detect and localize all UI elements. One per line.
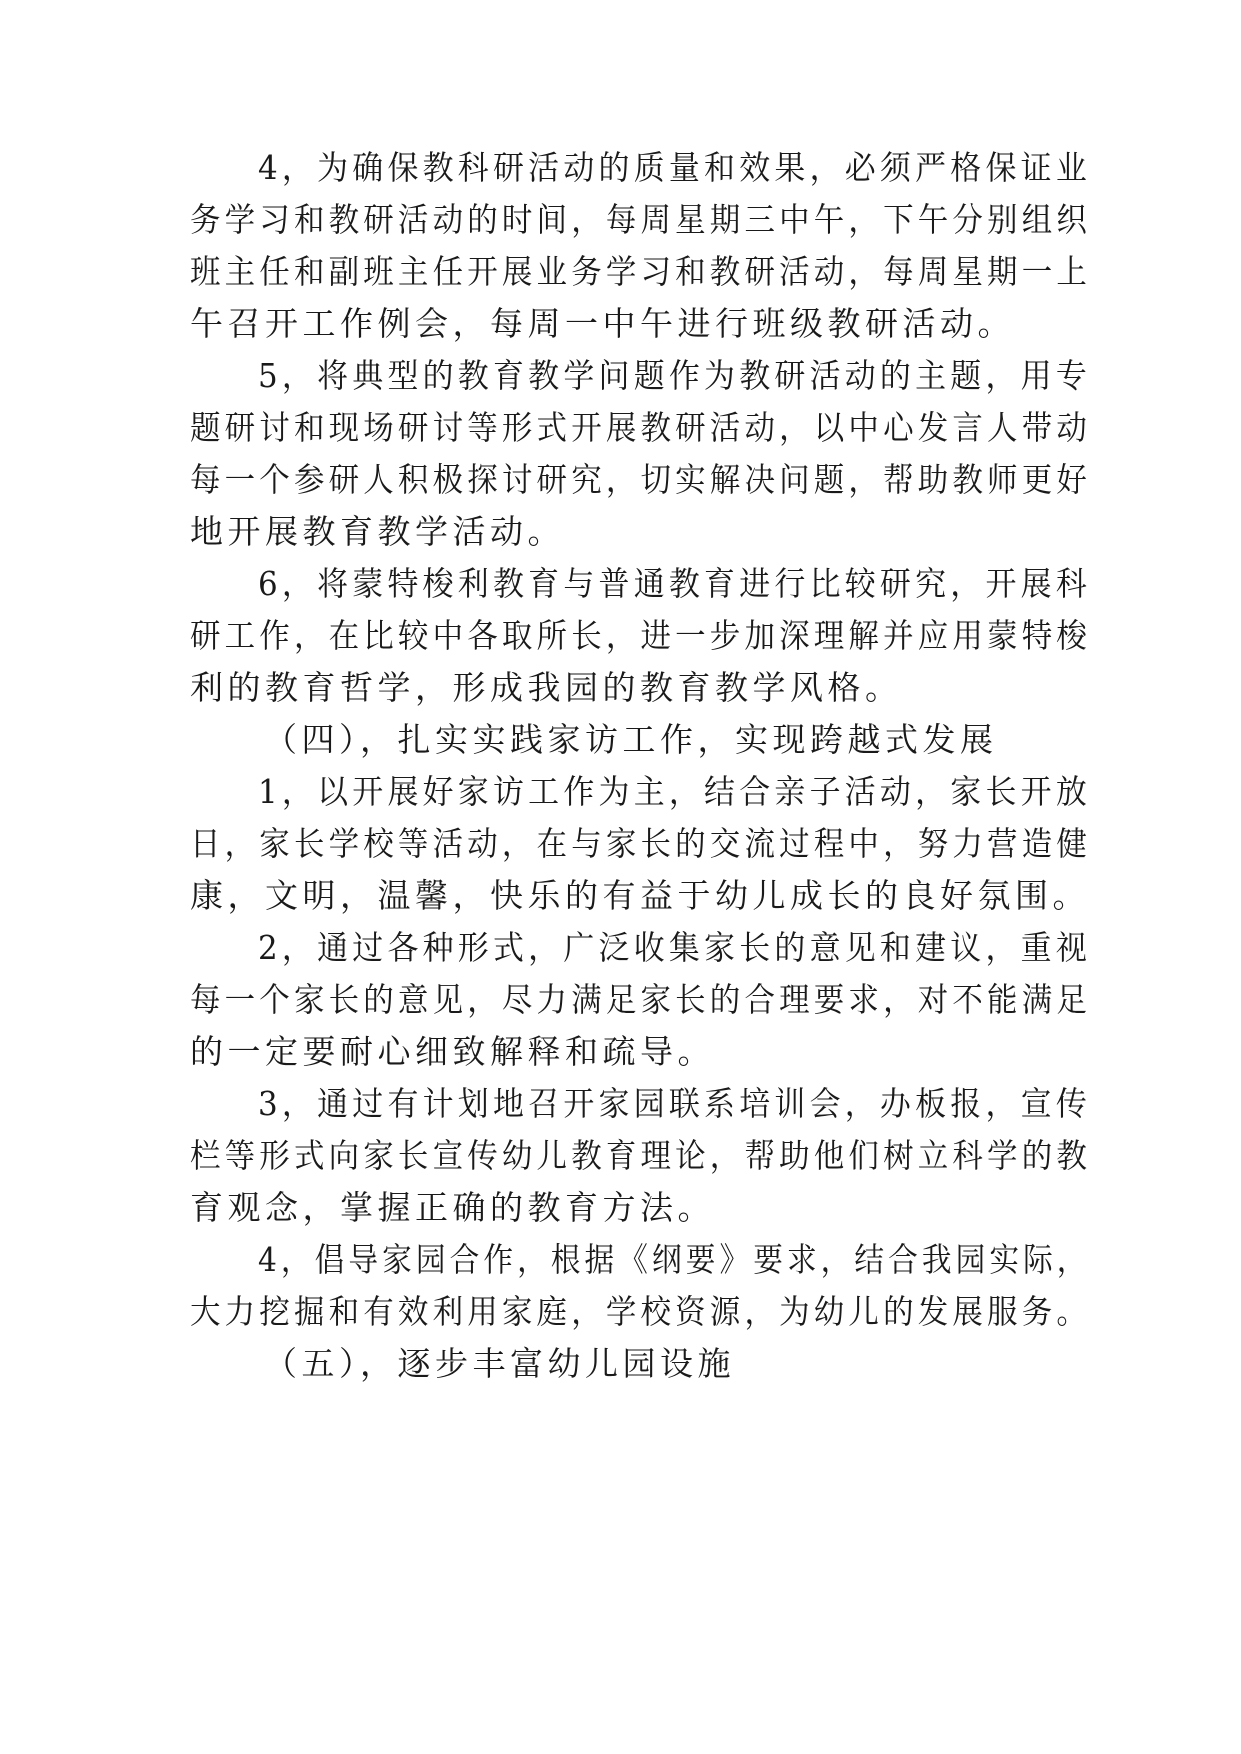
text-line: 育观念，掌握正确的教育方法。 (190, 1188, 715, 1227)
text-line: 1，以开展好家访工作为主，结合亲子活动，家长开放 (258, 772, 1091, 811)
text-line: 地开展教育教学活动。 (190, 512, 565, 551)
text-line: 班主任和副班主任开展业务学习和教研活动，每周星期一上 (190, 252, 1091, 291)
text-line: 2，通过各种形式，广泛收集家长的意见和建议，重视 (258, 928, 1091, 967)
text-line: 题研讨和现场研讨等形式开展教研活动，以中心发言人带动 (190, 408, 1091, 447)
text-line: 4，为确保教科研活动的质量和效果，必须严格保证业 (258, 148, 1091, 187)
text-line: 5，将典型的教育教学问题作为教研活动的主题，用专 (258, 356, 1091, 395)
text-line: 每一个家长的意见，尽力满足家长的合理要求，对不能满足 (190, 980, 1091, 1019)
text-line: 研工作，在比较中各取所长，进一步加深理解并应用蒙特梭 (190, 616, 1091, 655)
text-line: 午召开工作例会，每周一中午进行班级教研活动。 (190, 304, 1015, 343)
text-line: 3，通过有计划地召开家园联系培训会，办板报，宣传 (258, 1084, 1091, 1123)
text-line: 大力挖掘和有效利用家庭，学校资源，为幼儿的发展服务。 (190, 1292, 1091, 1331)
text-line: 栏等形式向家长宣传幼儿教育理论，帮助他们树立科学的教 (190, 1136, 1091, 1175)
text-line: 利的教育哲学，形成我园的教育教学风格。 (190, 668, 903, 707)
text-line: 的一定要耐心细致解释和疏导。 (190, 1032, 715, 1071)
section-heading: （四），扎实实践家访工作，实现跨越式发展 (264, 720, 998, 759)
text-line: 康，文明，温馨，快乐的有益于幼儿成长的良好氛围。 (190, 876, 1090, 915)
text-line: 日，家长学校等活动，在与家长的交流过程中，努力营造健 (190, 824, 1091, 863)
text-line: 务学习和教研活动的时间，每周星期三中午，下午分别组织 (190, 200, 1091, 239)
text-line: 每一个参研人积极探讨研究，切实解决问题，帮助教师更好 (190, 460, 1091, 499)
text-line: 4，倡导家园合作，根据《纲要》要求，结合我园实际， (258, 1240, 1091, 1279)
text-line: 6，将蒙特梭利教育与普通教育进行比较研究，开展科 (258, 564, 1091, 603)
section-heading: （五），逐步丰富幼儿园设施 (264, 1344, 735, 1383)
